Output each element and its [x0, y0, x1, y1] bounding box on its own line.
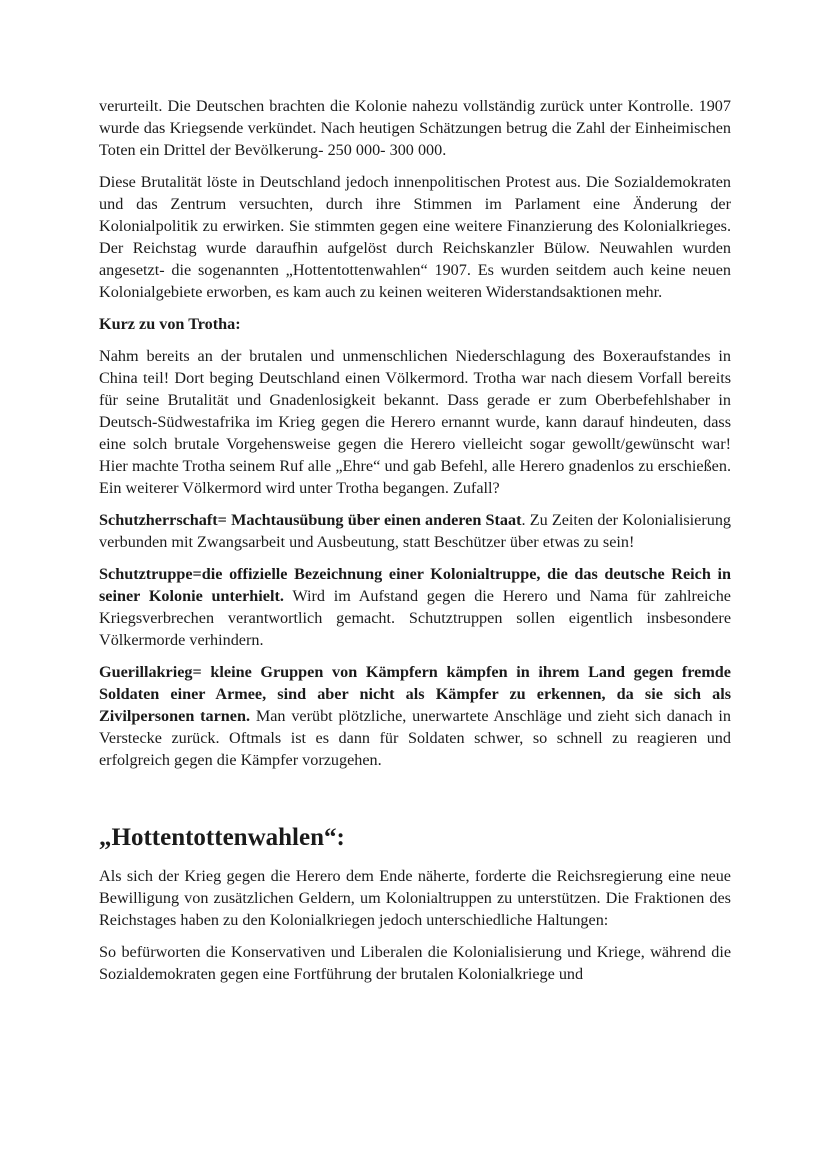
section-heading-hottentottenwahlen: „Hottentottenwahlen“: [99, 824, 345, 851]
definition-text: . Zu Zeiten der Kolonialisierung verbunden mit Zwangsarbeit und Ausbeutung, statt Beschützer über etwas zu sein! [99, 511, 732, 551]
definition-term: Guerillakrieg= kleine Gruppen von Kämpfern kämpfen in ihrem Land gegen fremde Soldaten einer Armee, sind aber nicht als Kämpfer zu erkennen, da sie sich als Zivilpersonen tarnen. [99, 663, 731, 725]
definition-term: Schutzherrschaft= Machtausübung über einen anderen Staat [99, 511, 522, 529]
paragraph-war-end: verurteilt. Die Deutschen brachten die Kolonie nahezu vollständig zurück unter Kontrolle. 1907 wurde das Kriegsende verkündet. Nach heutigen Schätzungen betrug die Zahl der Einheimischen Toten ein Drittel der Bevölkerung- 250 000- 300 000. [99, 97, 731, 159]
definition-schutztruppe [99, 563, 731, 651]
paragraph-reichsregierung: Als sich der Krieg gegen die Herero dem Ende näherte, forderte die Reichsregierung eine neue Bewilligung von zusätzlichen Geldern, um Kolonialtruppen zu unterstützen. Die Fraktionen des Reichstages haben zu den Kolonialkriegen jedoch unterschiedliche Haltungen: [99, 867, 731, 929]
definition-term: Schutztruppe=die offizielle Bezeichnung einer Kolonialtruppe, die das deutsche Reich in seiner Kolonie unterhielt. [99, 565, 731, 605]
definition-text: Wird im Aufstand gegen die Herero und Nama für zahlreiche Kriegsverbrechen verantwortlich gemacht. Schutztruppen sollen eigentlich insbesondere Völkermorde verhindern. [99, 587, 731, 649]
paragraph-fraktionen: So befürworten die Konservativen und Liberalen die Kolonialisierung und Kriege, während die Sozialdemokraten gegen eine Fortführung der brutalen Kolonialkriege und [99, 943, 731, 983]
paragraph-domestic-protest: Diese Brutalität löste in Deutschland jedoch innenpolitischen Protest aus. Die Sozialdemokraten und das Zentrum versuchten, durch ihre Stimmen im Parlament eine Änderung der Kolonialpolitik zu erwirken. Sie stimmten gegen eine weitere Finanzierung des Kolonialkrieges. Der Reichstag wurde daraufhin aufgelöst durch Reichskanzler Bülow. Neuwahlen wurden angesetzt- die sogenannten „Hottentottenwahlen“ 1907. Es wurden seitdem auch keine neuen Kolonialgebiete erworben, es kam auch zu keinen weiteren Widerstandsaktionen mehr. [99, 173, 731, 301]
trotha-subheading: Kurz zu von Trotha: [99, 315, 241, 333]
definition-guerillakrieg [99, 661, 731, 771]
definition-schutzherrschaft [99, 509, 731, 553]
document-page [99, 95, 731, 985]
paragraph-trotha: Nahm bereits an der brutalen und unmenschlichen Niederschlagung des Boxeraufstandes in China teil! Dort beging Deutschland einen Völkermord. Trotha war nach diesem Vorfall bereits für seine Brutalität und Gnadenlosigkeit bekannt. Dass gerade er zum Oberbefehlshaber in Deutsch-Südwestafrika im Krieg gegen die Herero ernannt wurde, kann darauf hindeuten, dass eine solch brutale Vorgehensweise gegen die Herero vielleicht sogar gewollt/gewünscht war! Hier machte Trotha seinem Ruf alle „Ehre“ und gab Befehl, alle Herero gnadenlos zu erschießen. Ein weiterer Völkermord wird unter Trotha begangen. Zufall? [99, 347, 731, 497]
definition-text: Man verübt plötzliche, unerwartete Anschläge und zieht sich danach in Verstecke zurück. Oftmals ist es dann für Soldaten schwer, so schnell zu reagieren und erfolgreich gegen die Kämpfer vorzugehen. [99, 707, 731, 769]
